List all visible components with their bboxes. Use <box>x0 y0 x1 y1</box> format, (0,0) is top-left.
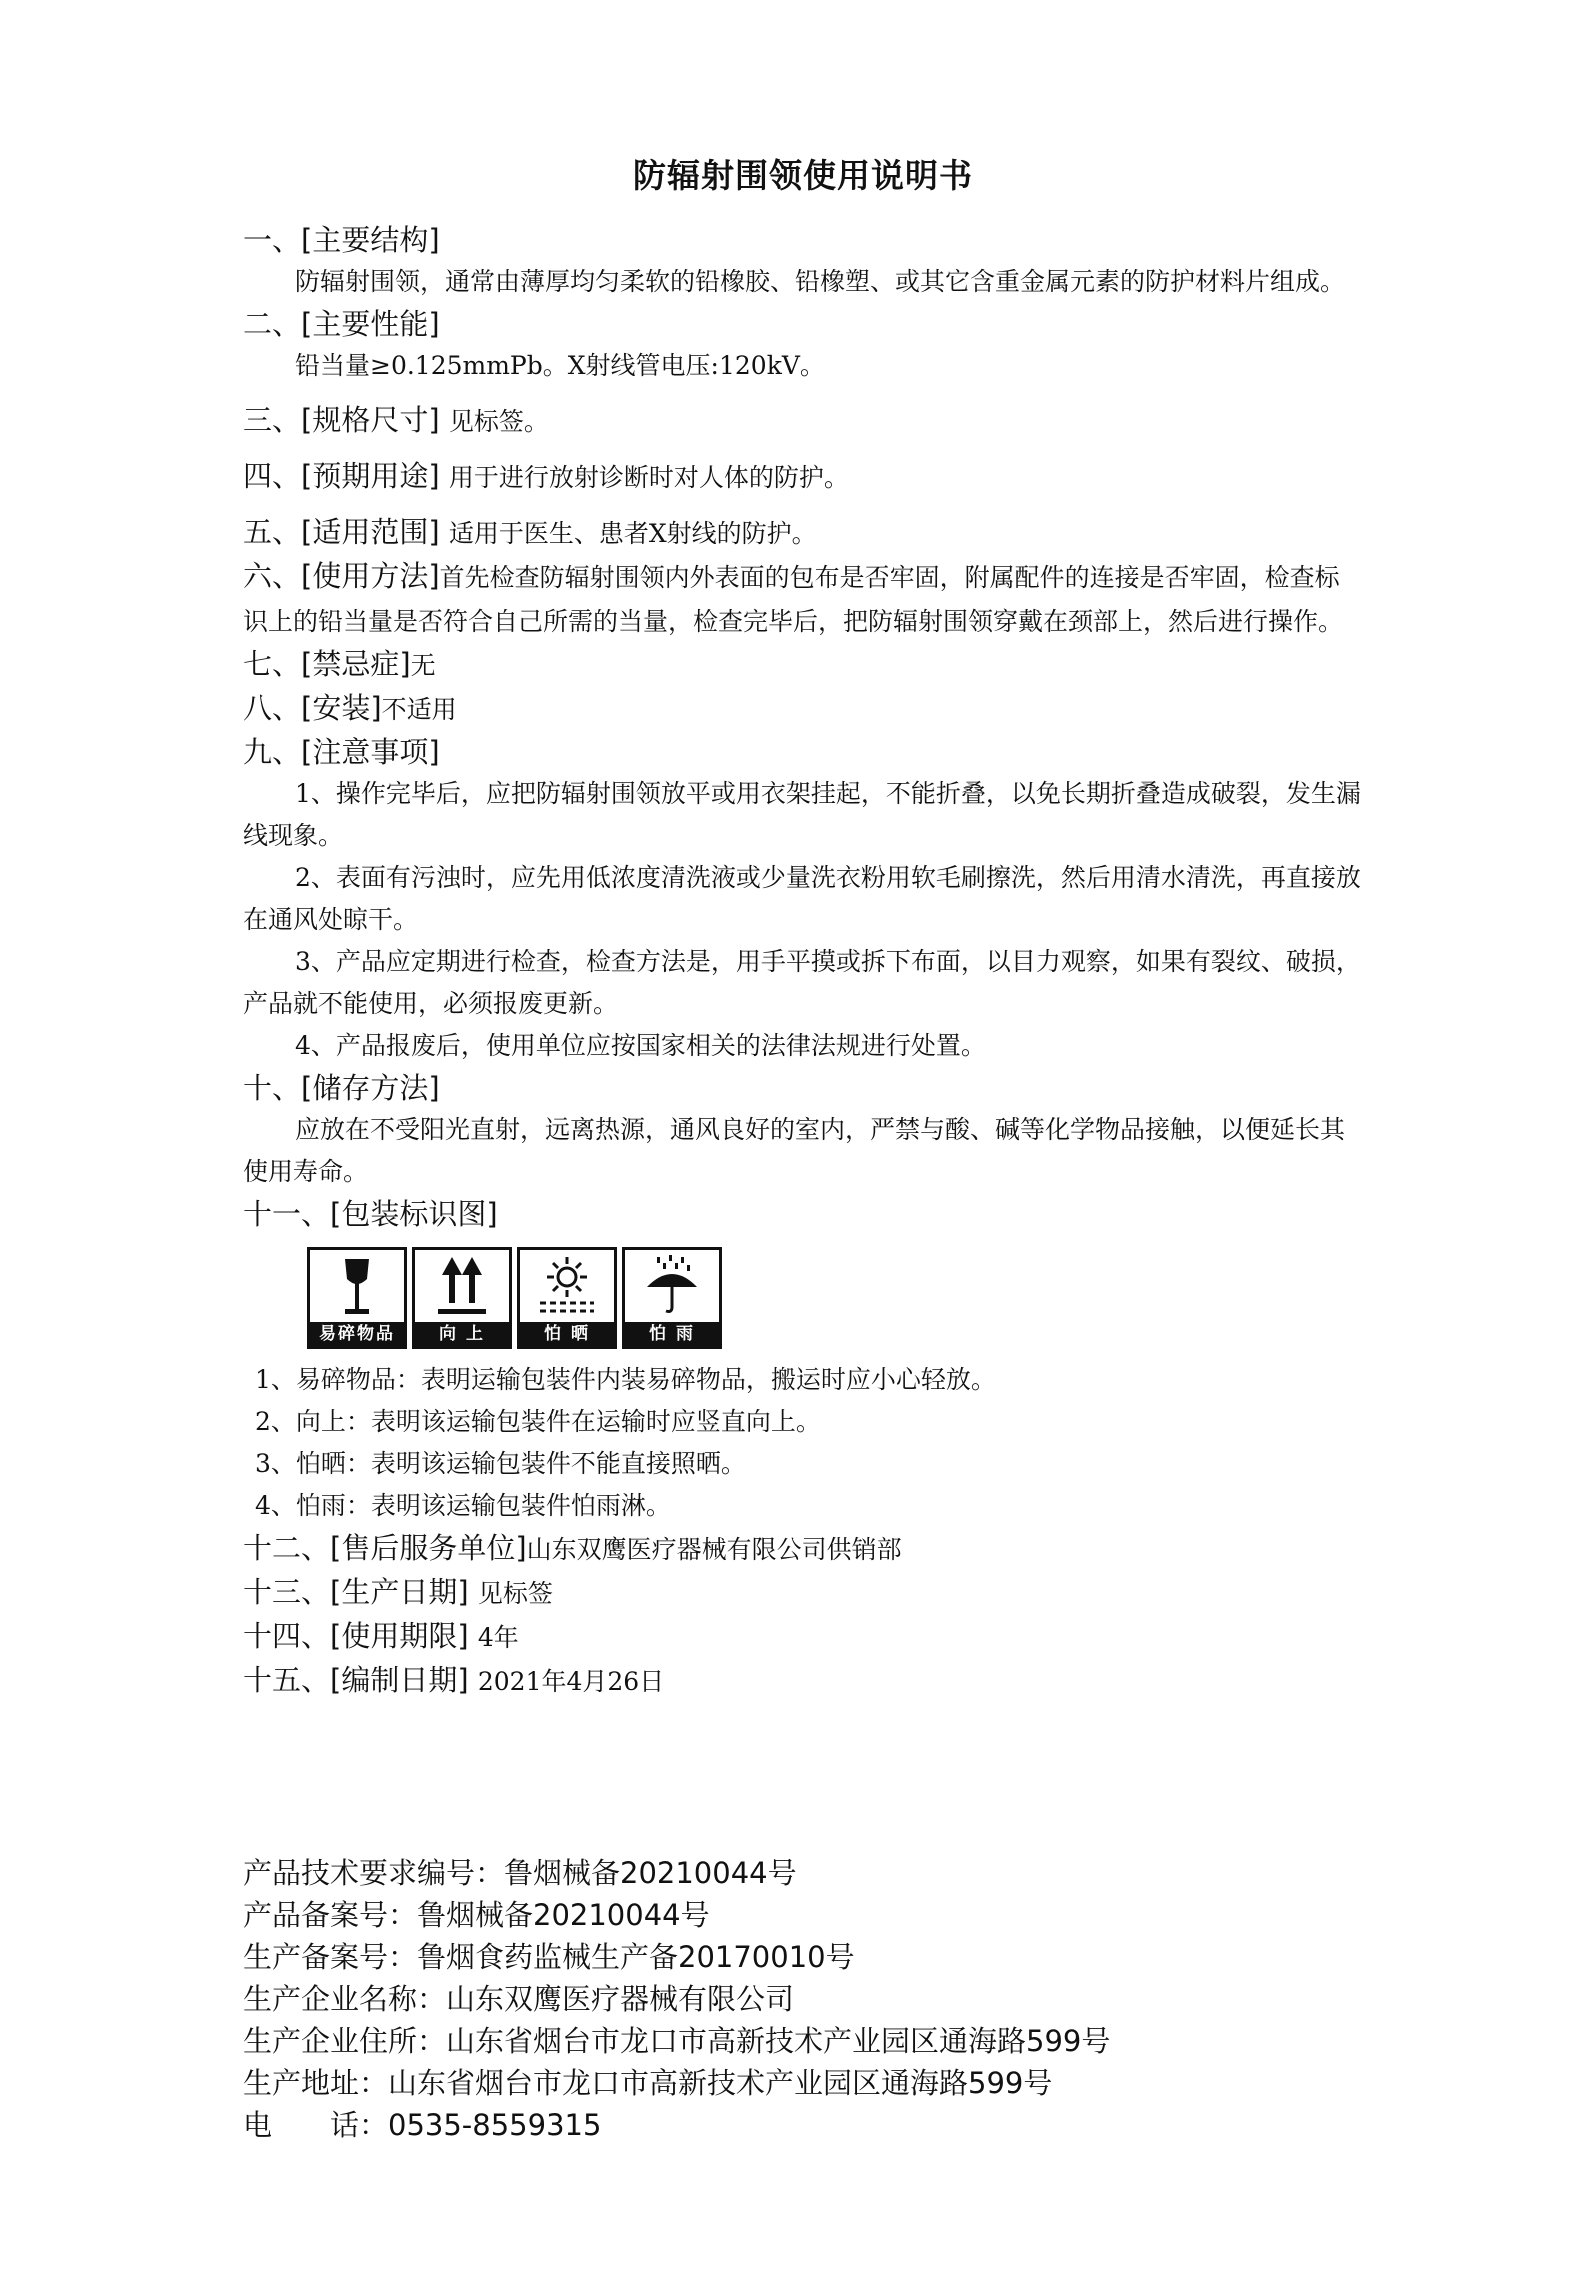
phone: 电 话：0535-8559315 <box>243 2108 602 2142</box>
section-performance <box>243 303 1363 345</box>
section-heading: 十四、[使用期限] <box>243 1619 469 1653</box>
section-installation <box>243 687 1363 731</box>
production-address: 生产地址：山东省烟台市龙口市高新技术产业园区通海路599号 <box>243 2066 1053 2100</box>
keep-from-sun-mark <box>517 1247 617 1349</box>
section-heading: 四、[预期用途] <box>243 459 440 493</box>
package-note: 2、向上：表明该运输包装件在运输时应竖直向上。 <box>255 1407 821 1436</box>
section-service-life <box>243 1615 1363 1659</box>
section-heading: 九、[注意事项] <box>243 735 440 769</box>
section-precautions <box>243 731 1363 773</box>
fragile-glass-icon <box>327 1253 387 1319</box>
icon-label: 向 上 <box>415 1322 509 1346</box>
section-heading: 十、[储存方法] <box>243 1071 440 1105</box>
section-service-unit <box>243 1527 1363 1571</box>
section-text: 无 <box>410 651 436 680</box>
icon-label: 怕 雨 <box>625 1322 719 1346</box>
section-text: 2021年4月26日 <box>477 1667 665 1696</box>
package-icons <box>307 1247 1363 1349</box>
section-heading: 十三、[生产日期] <box>243 1575 469 1609</box>
package-note: 1、易碎物品：表明运输包装件内装易碎物品，搬运时应小心轻放。 <box>255 1365 996 1394</box>
section-usage <box>243 555 1363 643</box>
section-text: 不适用 <box>381 695 457 724</box>
keep-away-from-sun-icon <box>534 1253 600 1319</box>
section-contraindication <box>243 643 1363 687</box>
section-text: 山东双鹰医疗器械有限公司供销部 <box>526 1535 902 1564</box>
section-heading: 十二、[售后服务单位] <box>243 1531 527 1565</box>
section-text: 铅当量≥0.125mmPb。X射线管电压:120kV。 <box>295 351 825 380</box>
section-production-date <box>243 1571 1363 1615</box>
package-note: 3、怕晒：表明该运输包装件不能直接照晒。 <box>255 1449 746 1478</box>
section-heading: 八、[安装] <box>243 691 382 725</box>
section-intended-use <box>243 455 1363 499</box>
section-heading: 十五、[编制日期] <box>243 1663 469 1697</box>
section-text: 见标签。 <box>448 407 549 436</box>
section-scope <box>243 511 1363 555</box>
keep-dry-umbrella-icon <box>639 1253 705 1319</box>
manufacturer-info <box>243 1852 1363 2146</box>
section-text: 首先检查防辐射围领内外表面的包布是否牢固，附属配件的连接是否牢固，检查标识上的铅当量是否符合自己所需的当量，检查完毕后，把防辐射围领穿戴在颈部上，然后进行操作。 <box>243 563 1344 636</box>
section-text: 防辐射围领，通常由薄厚均匀柔软的铅橡胶、铅橡塑、或其它含重金属元素的防护材料片组成。 <box>295 267 1346 296</box>
list-item: 4、产品报废后，使用单位应按国家相关的法律法规进行处置。 <box>295 1031 986 1060</box>
section-heading: 三、[规格尺寸] <box>243 403 440 437</box>
keep-dry-mark <box>622 1247 722 1349</box>
section-storage <box>243 1067 1363 1109</box>
manufacturer-address: 生产企业住所：山东省烟台市龙口市高新技术产业园区通海路599号 <box>243 2024 1111 2058</box>
product-record-number: 产品备案号：鲁烟械备20210044号 <box>243 1898 710 1932</box>
section-compile-date <box>243 1659 1363 1703</box>
production-record-number: 生产备案号：鲁烟食药监械生产备20170010号 <box>243 1940 855 1974</box>
document-page <box>243 150 1363 1703</box>
section-heading: 十一、[包装标识图] <box>243 1197 498 1231</box>
section-heading: 二、[主要性能] <box>243 307 440 341</box>
section-text: 适用于医生、患者X射线的防护。 <box>448 519 817 548</box>
section-spec <box>243 399 1363 443</box>
list-item: 1、操作完毕后，应把防辐射围领放平或用衣架挂起，不能折叠，以免长期折叠造成破裂，发生漏线现象。 <box>243 779 1361 850</box>
manufacturer-name: 生产企业名称：山东双鹰医疗器械有限公司 <box>243 1982 795 2016</box>
this-way-up-mark <box>412 1247 512 1349</box>
section-package-marks <box>243 1193 1363 1235</box>
fragile-mark <box>307 1247 407 1349</box>
section-heading: 六、[使用方法] <box>243 559 440 593</box>
section-text: 应放在不受阳光直射，远离热源，通风良好的室内，严禁与酸、碱等化学物品接触，以便延长其使用寿命。 <box>243 1115 1346 1186</box>
icon-label: 易碎物品 <box>310 1322 404 1346</box>
document-title: 防辐射围领使用说明书 <box>633 156 973 195</box>
package-note: 4、怕雨：表明该运输包装件怕雨淋。 <box>255 1491 671 1520</box>
section-text: 见标签 <box>477 1579 553 1608</box>
section-heading: 五、[适用范围] <box>243 515 440 549</box>
section-structure <box>243 219 1363 261</box>
list-item: 2、表面有污浊时，应先用低浓度清洗液或少量洗衣粉用软毛刷擦洗，然后用清水清洗，再直接放在通风处晾干。 <box>243 863 1361 934</box>
list-item: 3、产品应定期进行检查，检查方法是，用手平摸或拆下布面，以目力观察，如果有裂纹、破损，产品就不能使用，必须报废更新。 <box>243 947 1361 1018</box>
icon-label: 怕 晒 <box>520 1322 614 1346</box>
this-way-up-icon <box>432 1253 492 1319</box>
section-text: 4年 <box>477 1623 519 1652</box>
section-heading: 一、[主要结构] <box>243 223 440 257</box>
section-heading: 七、[禁忌症] <box>243 647 411 681</box>
tech-requirement-number: 产品技术要求编号：鲁烟械备20210044号 <box>243 1856 797 1890</box>
section-text: 用于进行放射诊断时对人体的防护。 <box>448 463 849 492</box>
